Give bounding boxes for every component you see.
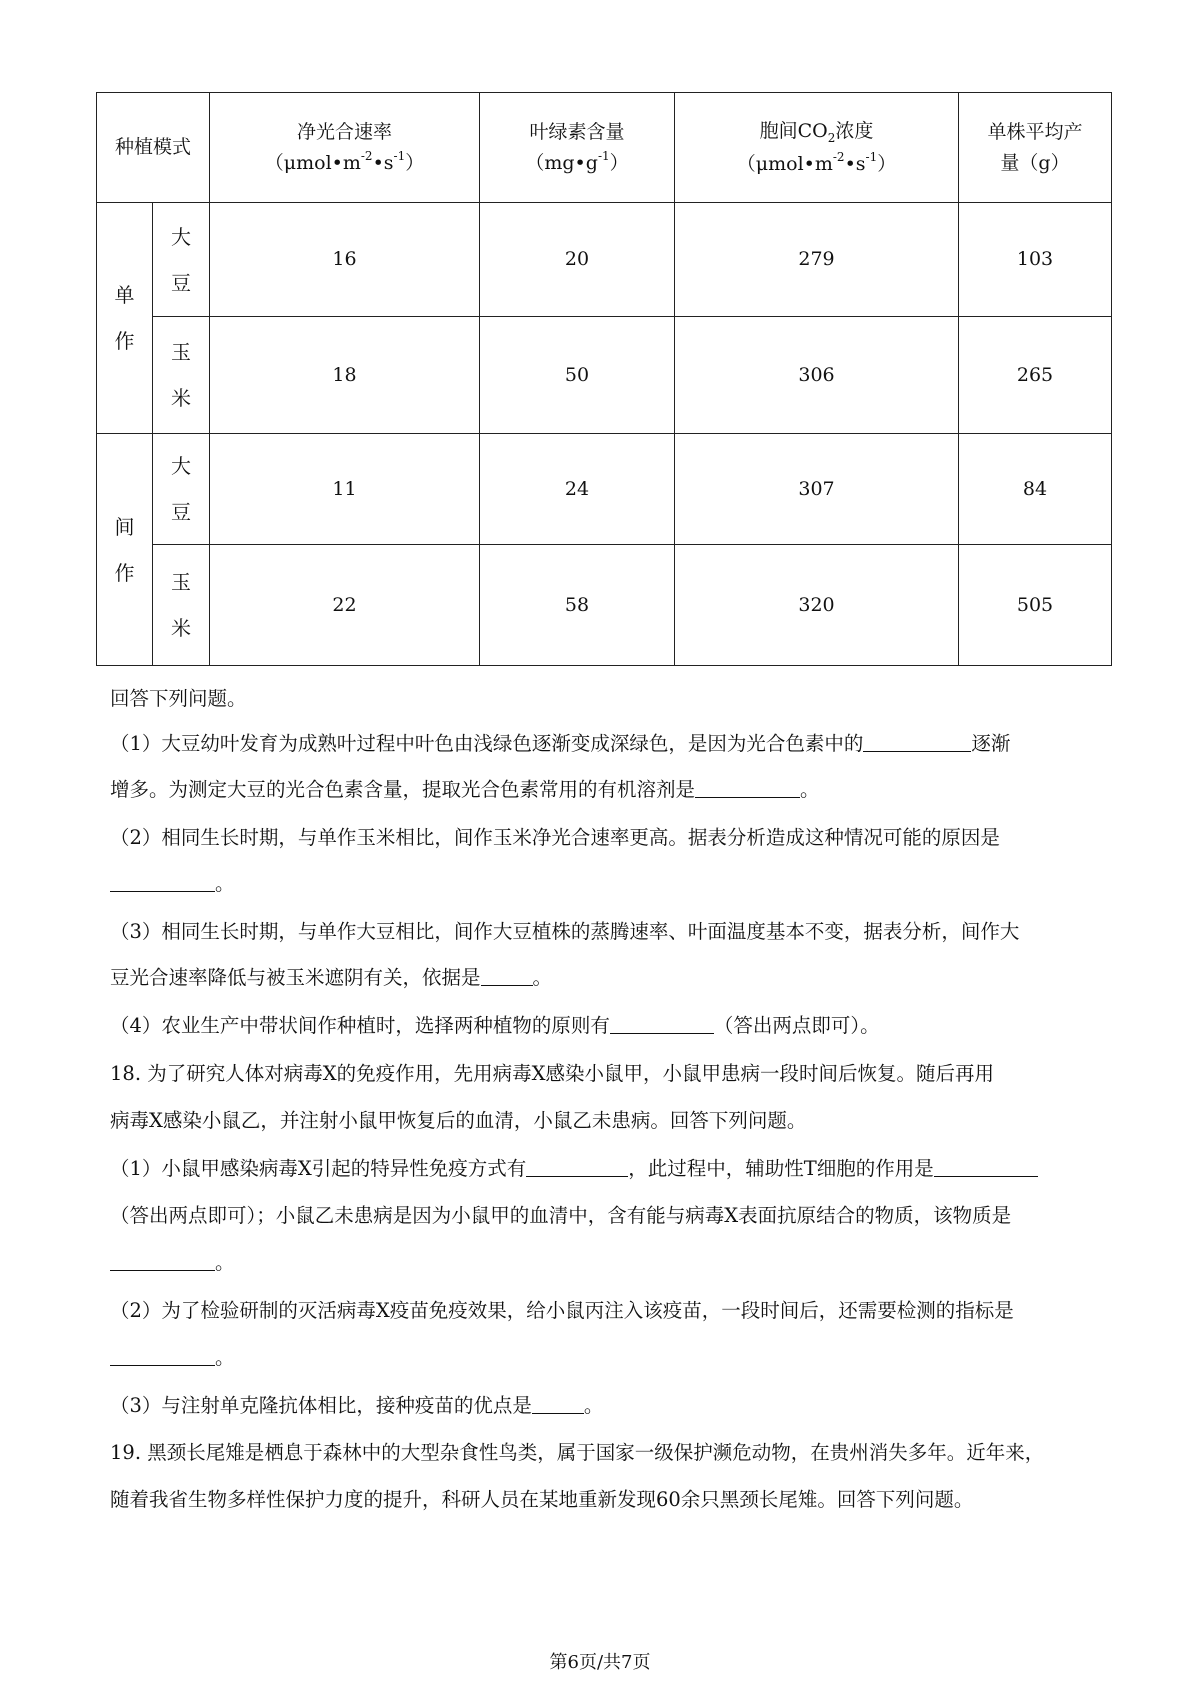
- page-footer: 第6页/共7页: [549, 1652, 651, 1673]
- crop-cell: 大 豆: [153, 203, 210, 317]
- value-cell: 11: [210, 434, 480, 545]
- text-line: 回答下列问题。: [110, 687, 247, 710]
- question-18-1: （1）小鼠甲感染病毒X引起的特异性免疫方式有 ，此过程中，辅助性T细胞的作用是: [110, 1145, 1100, 1192]
- header-intercellular-co2: 胞间$CO_2$浓度 $(\mu mol•m^{-2}•s^{-1})$: [675, 93, 959, 203]
- value-cell: 84: [959, 434, 1112, 545]
- value-cell: 505: [959, 545, 1112, 666]
- question-17-3: （3）相同生长时期，与单作大豆相比，间作大豆植株的蒸腾速率、叶面温度基本不变，据表分析，间作大: [110, 920, 1020, 943]
- value-cell: 306: [675, 317, 959, 434]
- crop-cell: 大 豆: [153, 434, 210, 545]
- crop-cell: 玉 米: [153, 317, 210, 434]
- text-line: 。: [110, 1334, 1100, 1381]
- value-cell: 20: [480, 203, 675, 317]
- text-line: 。: [110, 1239, 1100, 1286]
- header-net-photosynthesis: 净光合速率 $(\mu mol•m^{-2}•s^{-1})$: [210, 93, 480, 203]
- value-cell: 50: [480, 317, 675, 434]
- table-row: [97, 203, 1112, 317]
- question-17-1: （1）大豆幼叶发育为成熟叶过程中叶色由浅绿色逐渐变成深绿色，是因为光合色素中的 逐渐: [110, 732, 1011, 755]
- question-18-2: （2）为了检验研制的灭活病毒X疫苗免疫效果，给小鼠丙注入该疫苗，一段时间后，还需要检测的指标是: [110, 1299, 1014, 1322]
- value-cell: 103: [959, 203, 1112, 317]
- value-cell: 16: [210, 203, 480, 317]
- group-cell: 间 作: [97, 434, 153, 666]
- text-line: 随着我省生物多样性保护力度的提升，科研人员在某地重新发现60余只黑颈长尾雉。回答下列问题。: [110, 1488, 974, 1511]
- question-19: 19. 黑颈长尾雉是栖息于森林中的大型杂食性鸟类，属于国家一级保护濒危动物，在贵州消失多年。近年来，: [110, 1441, 1045, 1464]
- crop-cell: 玉 米: [153, 545, 210, 666]
- question-18-3: （3）与注射单克隆抗体相比，接种疫苗的优点是 。: [110, 1394, 604, 1417]
- data-table: [96, 92, 1112, 666]
- value-cell: 58: [480, 545, 675, 666]
- header-mode: 种植模式: [97, 93, 210, 203]
- value-cell: 320: [675, 545, 959, 666]
- table-header-row: [97, 93, 1112, 203]
- text-line: 病毒X感染小鼠乙，并注射小鼠甲恢复后的血清，小鼠乙未患病。回答下列问题。: [110, 1109, 807, 1132]
- header-yield: 单株平均产 量（g）: [959, 93, 1112, 203]
- question-18: 18. 为了研究人体对病毒X的免疫作用，先用病毒X感染小鼠甲，小鼠甲患病一段时间后恢复。随后再用: [110, 1062, 994, 1085]
- value-cell: 18: [210, 317, 480, 434]
- table-row: [97, 545, 1112, 666]
- question-17-2: （2）相同生长时期，与单作玉米相比，间作玉米净光合速率更高。据表分析造成这种情况可能的原因是: [110, 826, 1000, 849]
- value-cell: 24: [480, 434, 675, 545]
- table-row: [97, 317, 1112, 434]
- text-line: 增多。为测定大豆的光合色素含量，提取光合色素常用的有机溶剂是 。: [110, 778, 820, 801]
- text-line: 豆光合速率降低与被玉米遮阴有关，依据是 。: [110, 966, 553, 989]
- group-cell: 单 作: [97, 203, 153, 434]
- text-line: 。: [110, 860, 1100, 907]
- header-chlorophyll: 叶绿素含量 $(mg•g^{-1})$: [480, 93, 675, 203]
- value-cell: 265: [959, 317, 1112, 434]
- text-line: （答出两点即可）；小鼠乙未患病是因为小鼠甲的血清中，含有能与病毒X表面抗原结合的物质，该物质是: [110, 1204, 1012, 1227]
- value-cell: 279: [675, 203, 959, 317]
- value-cell: 307: [675, 434, 959, 545]
- question-17-4: （4）农业生产中带状间作种植时，选择两种植物的原则有 （答出两点即可）。: [110, 1014, 880, 1037]
- table-row: [97, 434, 1112, 545]
- value-cell: 22: [210, 545, 480, 666]
